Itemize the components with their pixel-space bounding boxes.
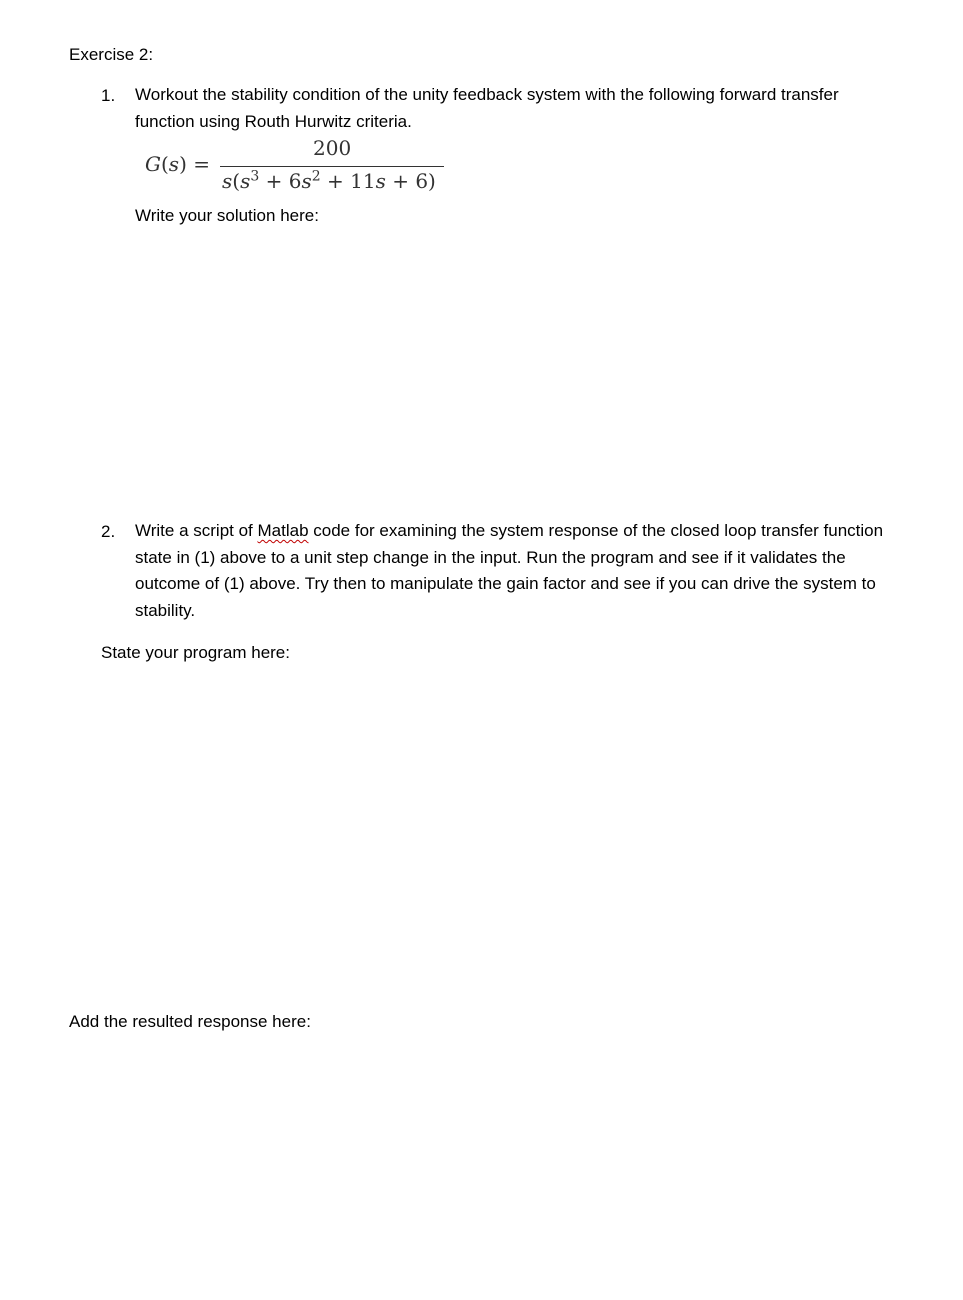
exercise-heading: Exercise 2: bbox=[69, 45, 154, 64]
equals-sign: = bbox=[193, 152, 210, 176]
question-2-number: 2. bbox=[101, 522, 116, 541]
spellcheck-flagged-word: Matlab bbox=[257, 521, 309, 540]
program-prompt: State your program here: bbox=[101, 643, 290, 662]
equation-denominator: $s(s^3 + 6s^2 + 11s + 6)$ bbox=[222, 168, 436, 193]
lhs-variable: s bbox=[168, 152, 180, 176]
question-1-number: 1. bbox=[101, 86, 116, 105]
solution-prompt: Write your solution here: bbox=[135, 206, 319, 225]
response-prompt: Add the resulted response here: bbox=[69, 1012, 311, 1031]
question-2-text: Write a script of Matlab code for examining the system response of the closed loop transfer function state in (1) above to a unit step change in the input. Run the program and see if it validates the outcome of (1) above. Try then to manipulate the gain factor and see if you can drive the system to stability. bbox=[135, 521, 884, 620]
lhs-function: G bbox=[145, 152, 161, 176]
equation-lhs: G(s) = bbox=[145, 152, 210, 176]
question-1-text: Workout the stability condition of the unity feedback system with the following forward transfer function using Routh Hurwitz criteria. bbox=[135, 85, 839, 131]
equation-numerator: 200 bbox=[313, 136, 352, 160]
fraction-bar bbox=[220, 166, 444, 167]
